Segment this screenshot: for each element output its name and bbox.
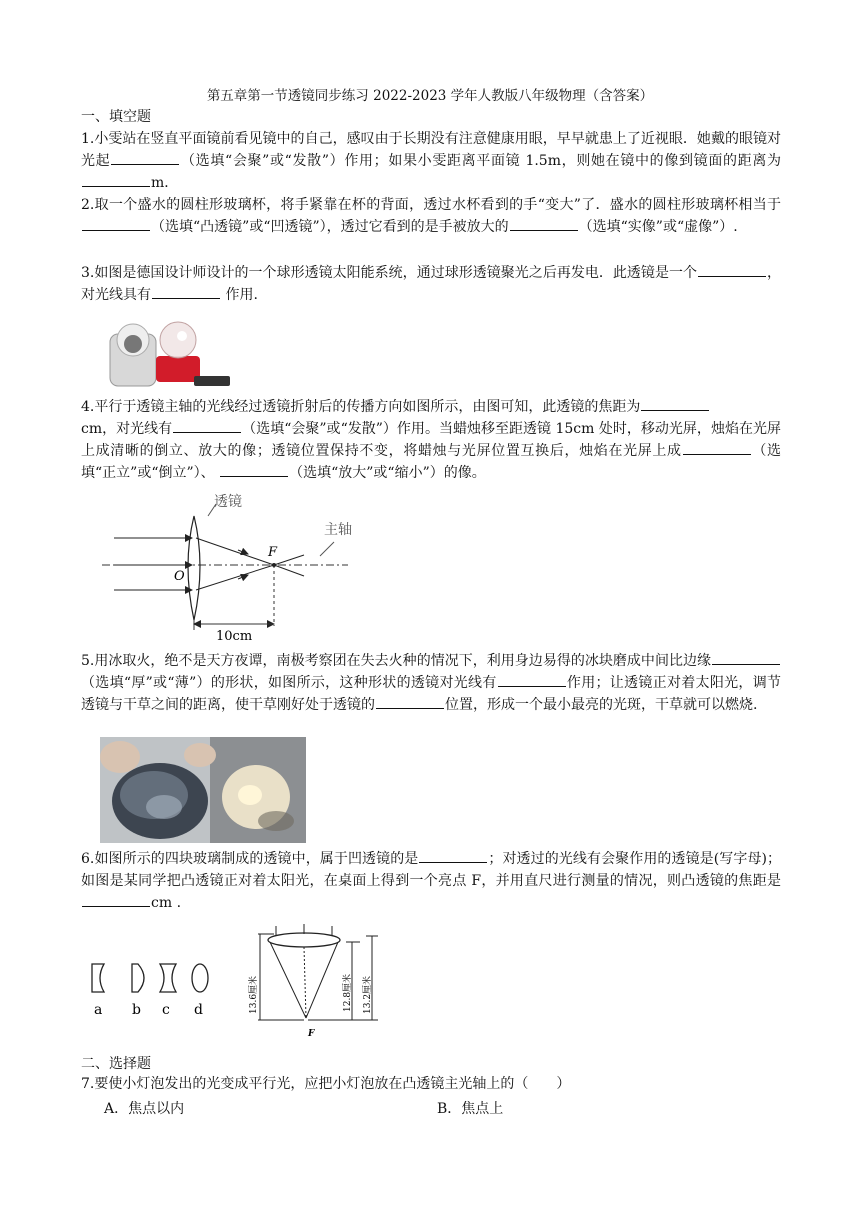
answer-blank[interactable]	[82, 172, 150, 187]
question-1: 1.小雯站在竖直平面镜前看见镜中的自己，感叹由于长期没有注意健康用眼，早早就患上了近视眼．她戴的眼镜对光起 （选填“会聚”或“发散”）作用；如果小雯距离平面镜 1.5m，则她在镜中的像到镜面的距离为m．	[81, 131, 782, 191]
answer-blank[interactable]	[683, 440, 751, 455]
question-5: 5.用冰取火，绝不是天方夜谭，南极考察团在失去火种的情况下，利用身边易得的冰块磨成中间比边缘（选填“厚”或“薄”）的形状，如图所示，这种形状的透镜对光线有 作用；让透镜正对着太阳光，调节透镜与干草之间的距离，使干草刚好处于透镜的 位置，形成一个最小最亮的光斑，干草就可以燃烧.	[81, 650, 781, 716]
ruler-label-1: 13.6厘米	[249, 975, 259, 1014]
question-3: 3.如图是德国设计师设计的一个球形透镜太阳能系统，通过球形透镜聚光之后再发电．此透镜是一个 ，对光线具有 作用.	[81, 262, 781, 306]
section-fill-heading: 一、填空题	[81, 109, 151, 125]
solar-lens-photo	[104, 316, 240, 390]
answer-blank[interactable]	[510, 216, 578, 231]
lens-label-c: c	[162, 1002, 170, 1018]
label-focus: F	[268, 545, 278, 560]
answer-blank[interactable]	[173, 418, 241, 433]
label-focal-distance: 10cm	[216, 629, 253, 642]
label-optical-center: O	[174, 569, 185, 584]
lens-shape	[188, 516, 200, 620]
answer-blank[interactable]	[220, 462, 288, 477]
answer-blank[interactable]	[712, 650, 780, 665]
ice-lens-photo	[100, 737, 306, 843]
lens-label-d: d	[194, 1002, 203, 1018]
lens-label-a: a	[94, 1002, 103, 1018]
answer-blank[interactable]	[82, 216, 150, 231]
lens-c	[160, 964, 176, 992]
convex-lens-diagram	[98, 490, 358, 642]
answer-blank[interactable]	[498, 672, 566, 687]
label-axis: 主轴	[324, 522, 352, 538]
answer-blank[interactable]	[82, 892, 150, 907]
answer-blank[interactable]	[376, 694, 444, 709]
question-7-stem: 7.要使小灯泡发出的光变成平行光，应把小灯泡放在凸透镜主光轴上的（ ）	[81, 1076, 571, 1092]
lens-b	[132, 964, 144, 992]
focal-length-diagram	[242, 922, 384, 1040]
label-lens: 透镜	[214, 494, 242, 510]
ruler-label-3: 13.2厘米	[363, 975, 373, 1014]
lens-d	[192, 964, 208, 992]
question-6: 6.如图所示的四块玻璃制成的透镜中，属于凹透镜的是 ；对透过的光线有会聚作用的透镜是(写字母)；如图是某同学把凸透镜正对着太阳光，在桌面上得到一个亮点 F，并用直尺进行测量的情况，则凸透镜的焦距是cm .	[81, 848, 781, 914]
lens-a	[92, 964, 104, 992]
answer-blank[interactable]	[152, 284, 220, 299]
option-b[interactable]: B．焦点上	[437, 1101, 504, 1117]
section-choice-heading: 二、选择题	[81, 1056, 151, 1072]
question-4: 4.平行于透镜主轴的光线经过透镜折射后的传播方向如图所示，由图可知，此透镜的焦距为 cm，对光线有 （选填“会聚”或“发散”）作用。当蜡烛移至距透镜 15cm 处时，移动光屏，烛焰在光屏上成清晰的倒立、放大的像；透镜位置保持不变，将蜡烛与光屏位置互换后，烛焰在光屏上成 （选填“正立”或“倒立”）、 （选填“放大”或“缩小”）的像。	[81, 396, 781, 484]
answer-blank[interactable]	[419, 848, 487, 863]
label-focus-point: F	[308, 1029, 315, 1039]
page-title: 第五章第一节透镜同步练习 2022-2023 学年人教版八年级物理（含答案）	[206, 88, 654, 104]
question-2: 2.取一个盛水的圆柱形玻璃杯，将手紧靠在杯的背面，透过水杯看到的手“变大”了．盛水的圆柱形玻璃杯相当于（选填“凸透镜”或“凹透镜”），透过它看到的是手被放大的 （选填“实像”或“虚像”）.	[81, 197, 781, 235]
option-a[interactable]: A．焦点以内	[104, 1101, 185, 1117]
lens-label-b: b	[132, 1002, 141, 1018]
answer-blank[interactable]	[698, 262, 766, 277]
answer-blank[interactable]	[641, 396, 709, 411]
four-lenses-diagram	[82, 958, 222, 1020]
answer-blank[interactable]	[111, 150, 179, 165]
ruler-label-2: 12.8厘米	[343, 973, 353, 1012]
